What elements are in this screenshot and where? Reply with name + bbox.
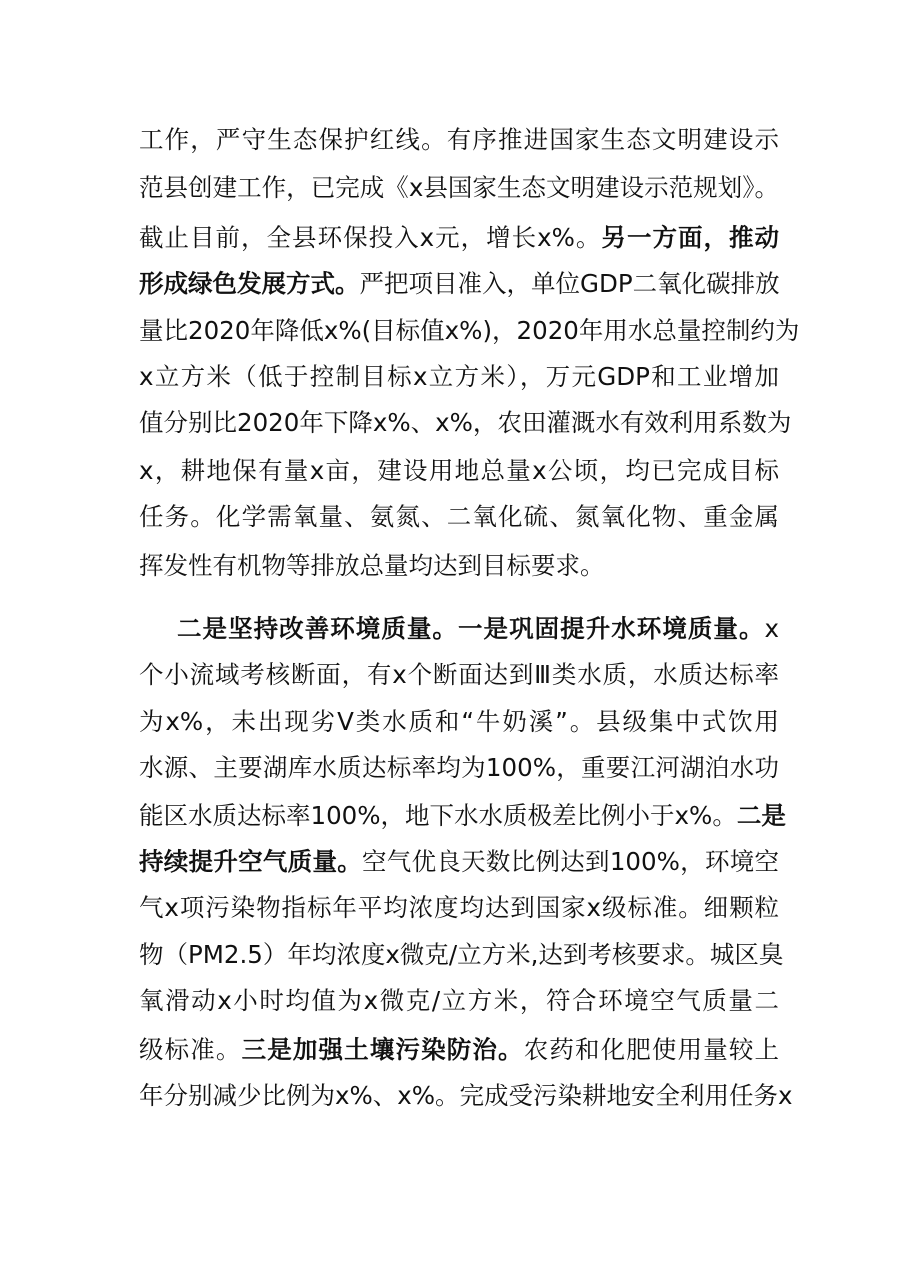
- text-line: [139, 497, 779, 537]
- body-text-span: 气x项污染物指标年平均浓度均达到国家x级标准。细颗粒: [139, 893, 779, 922]
- body-text-span: 为x%，未出现劣Ⅴ类水质和“牛奶溪”。县级集中式饮用: [139, 707, 779, 736]
- bold-heading-text: 二是: [736, 801, 786, 830]
- body-text-span: x，耕地保有量x亩，建设用地总量x公顷，均已完成目标: [139, 456, 779, 485]
- text-line: [139, 981, 779, 1021]
- body-text-span: 级标准。: [139, 1035, 242, 1064]
- bold-heading-text: 三是加强土壤污染防治。: [241, 1035, 524, 1064]
- text-line: [139, 264, 779, 304]
- body-text-span: 空气优良天数比例达到100%，环境空: [362, 847, 780, 876]
- body-text-span: 严把项目准入，单位GDP二氧化碳排放: [359, 269, 780, 298]
- body-text-span: 水源、主要湖库水质达标率均为100%，重要江河湖泊水功: [139, 753, 779, 782]
- text-line: [139, 403, 792, 443]
- body-text-span: 工作，严守生态保护红线。有序推进国家生态文明建设示: [139, 125, 779, 154]
- text-line: [139, 168, 779, 208]
- body-text-span: x: [764, 614, 779, 643]
- body-text-span: 值分别比2020年下降x%、x%，农田灌溉水有效利用系数为: [139, 408, 792, 437]
- text-line: [139, 311, 800, 351]
- text-line: [177, 609, 779, 649]
- text-line: [139, 357, 779, 397]
- text-line: [139, 796, 786, 836]
- bold-heading-text: 持续提升空气质量。: [139, 847, 363, 876]
- bold-heading-text: 形成绿色发展方式。: [139, 269, 360, 298]
- body-text-span: 物（PM2.5）年均浓度x微克/立方米,达到考核要求。城区臭: [139, 940, 784, 969]
- text-line: [139, 702, 779, 742]
- text-line: [139, 748, 779, 788]
- text-line: [139, 546, 779, 586]
- bold-heading-text: 另一方面，推动: [601, 223, 780, 252]
- text-line: [139, 655, 779, 695]
- text-line: [139, 842, 779, 882]
- body-text-span: 氧滑动x小时均值为x微克/立方米，符合环境空气质量二: [139, 986, 779, 1015]
- text-line: [139, 120, 779, 160]
- body-text-span: 能区水质达标率100%，地下水水质极差比例小于x%。: [139, 801, 737, 830]
- text-line: [139, 1030, 779, 1070]
- body-text-span: 范县创建工作，已完成《x县国家生态文明建设示范规划》。: [139, 173, 779, 202]
- body-text-span: 任务。化学需氧量、氨氮、二氧化硫、氮氧化物、重金属: [139, 502, 779, 531]
- text-line: [139, 451, 779, 491]
- body-text-span: 截止目前，全县环保投入x元，增长x%。: [139, 223, 602, 252]
- bold-heading-text: 二是坚持改善环境质量。一是巩固提升水环境质量。: [177, 614, 765, 643]
- text-line: [139, 935, 784, 975]
- body-text-span: 农药和化肥使用量较上: [523, 1035, 780, 1064]
- text-line: [139, 1076, 793, 1116]
- body-text-span: 挥发性有机物等排放总量均达到目标要求。: [139, 551, 605, 580]
- body-text-span: 个小流域考核断面，有x个断面达到Ⅲ类水质，水质达标率: [139, 660, 779, 689]
- text-line: [139, 888, 779, 928]
- text-line: [139, 218, 779, 258]
- body-text-span: 量比2020年降低x%(目标值x%)，2020年用水总量控制约为: [139, 316, 800, 345]
- body-text-span: x立方米（低于控制目标x立方米），万元GDP和工业增加: [139, 362, 779, 391]
- body-text-span: 年分别减少比例为x%、x%。完成受污染耕地安全利用任务x: [139, 1081, 793, 1110]
